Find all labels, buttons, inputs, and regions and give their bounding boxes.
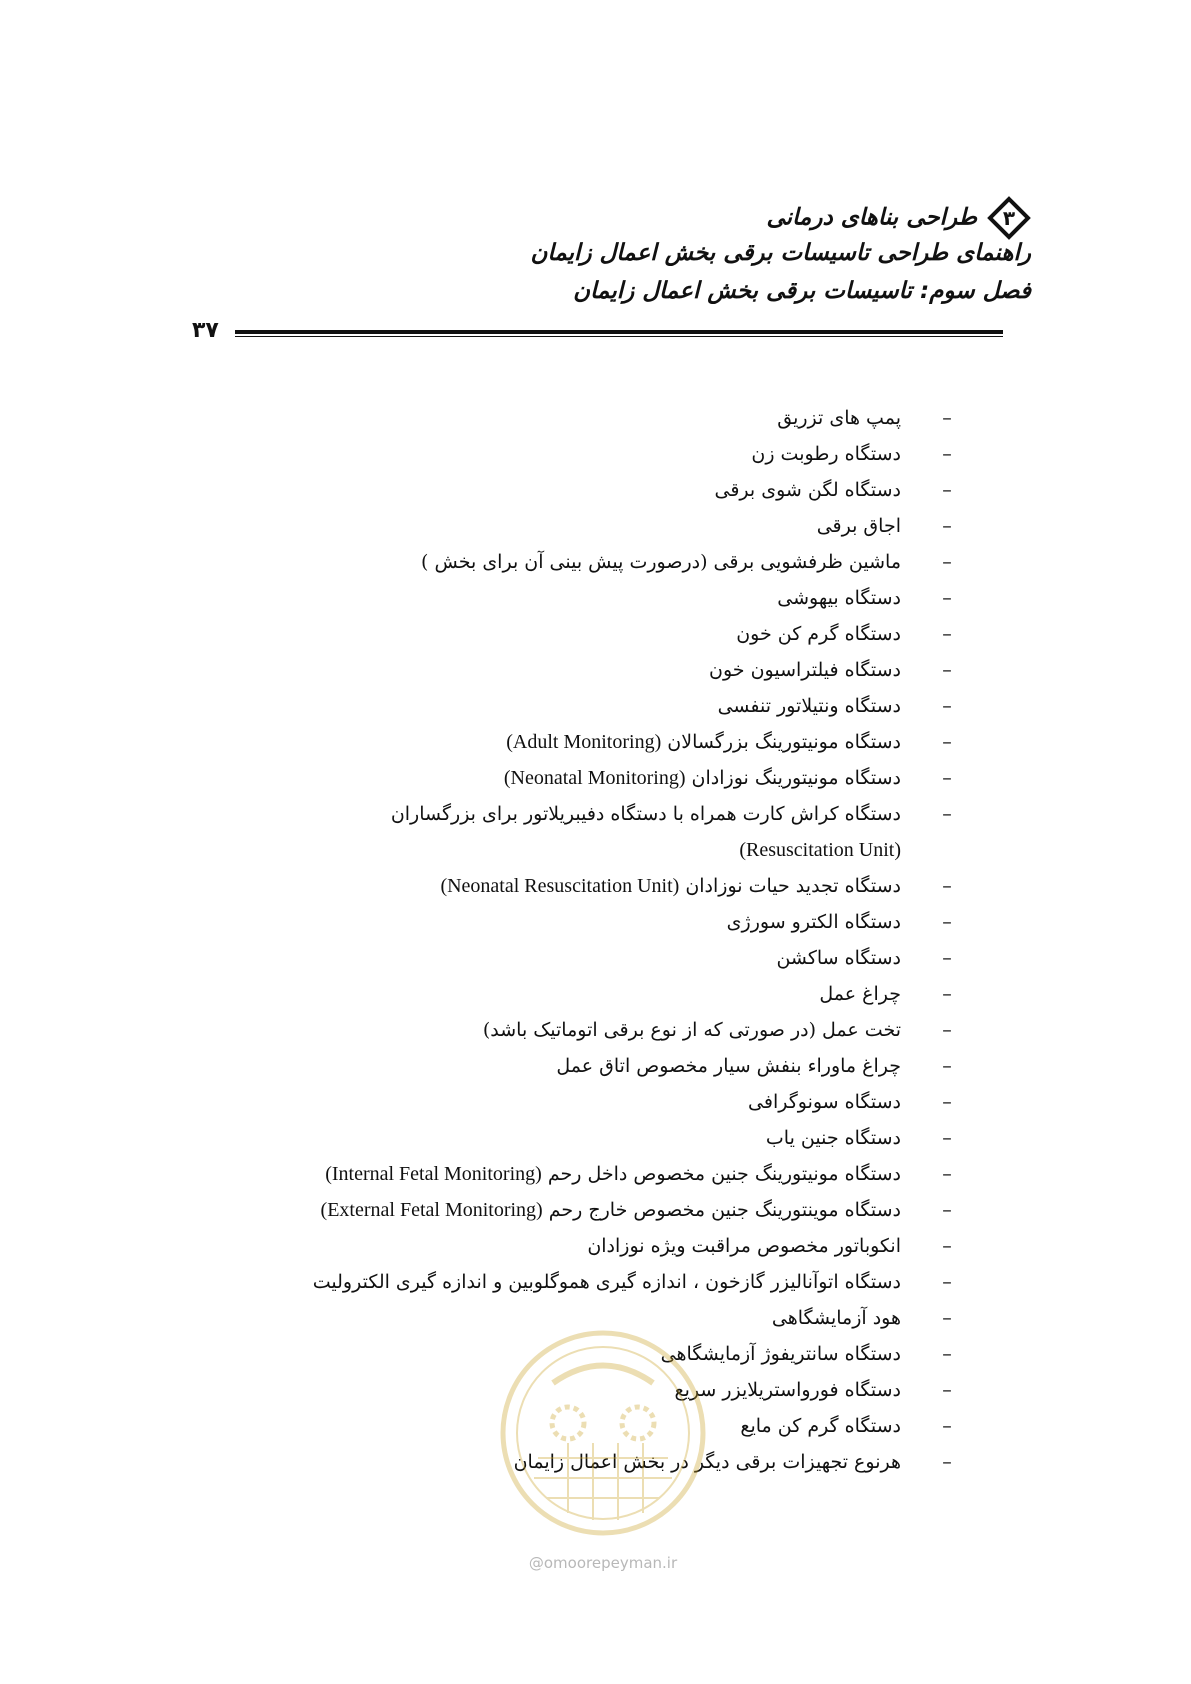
equipment-list-item — [229, 796, 952, 868]
list-dash-marker: – — [942, 1019, 952, 1041]
equipment-name: دستگاه ونتیلاتور تنفسی — [717, 695, 901, 717]
equipment-name: دستگاه اتوآنالیزر گازخون ، اندازه گیری هموگلوبین و اندازه گیری الکترولیت — [312, 1271, 901, 1293]
list-dash-marker: – — [942, 407, 952, 429]
guide-title: راهنمای طراحی تاسیسات برقی بخش اعمال زایمان — [530, 240, 1031, 266]
list-dash-marker: – — [942, 1199, 952, 1221]
equipment-name: تخت عمل (در صورتی که از نوع برقی اتوماتیک باشد) — [482, 1019, 901, 1041]
list-dash-marker: – — [942, 1271, 952, 1293]
book-title: طراحی بناهای درمانی — [766, 204, 977, 231]
header-rule-thin — [235, 336, 1003, 337]
equipment-list-item — [229, 1120, 952, 1156]
equipment-english-name: (Neonatal Monitoring) — [503, 767, 686, 789]
header-rule-thick — [235, 330, 1003, 334]
list-dash-marker: – — [942, 983, 952, 1005]
equipment-list-item — [229, 904, 952, 940]
list-dash-marker: – — [942, 911, 952, 933]
list-dash-marker: – — [942, 947, 952, 969]
equipment-list-item — [229, 472, 952, 508]
equipment-name: دستگاه مونیتورینگ جنین مخصوص داخل رحم — [547, 1163, 901, 1185]
at-icon: @ — [528, 1554, 544, 1572]
list-dash-marker: – — [942, 587, 952, 609]
list-dash-marker: – — [942, 479, 952, 501]
equipment-list-item — [229, 688, 952, 724]
equipment-list-item — [229, 1084, 952, 1120]
equipment-list-item — [229, 1012, 952, 1048]
equipment-name: دستگاه کراش کارت همراه با دستگاه دفیبریلاتور برای بزرگساران — [390, 803, 901, 825]
equipment-name: دستگاه جنین یاب — [765, 1127, 901, 1149]
equipment-english-name: (Resuscitation Unit) — [739, 839, 901, 861]
equipment-name: دستگاه فورواستریلایزر سریع — [674, 1379, 901, 1401]
equipment-list-item — [229, 868, 952, 904]
equipment-name: دستگاه گرم کن خون — [736, 623, 901, 645]
list-dash-marker: – — [942, 1055, 952, 1077]
equipment-name: دستگاه موینتورینگ جنین مخصوص خارج رحم — [548, 1199, 901, 1221]
list-dash-marker: – — [942, 1091, 952, 1113]
list-dash-marker: – — [942, 731, 952, 753]
list-dash-marker: – — [942, 1379, 952, 1401]
equipment-list-item — [229, 508, 952, 544]
equipment-list-item — [229, 760, 952, 796]
equipment-name: دستگاه گرم کن مایع — [740, 1415, 901, 1437]
equipment-english-name: (Internal Fetal Monitoring) — [325, 1163, 542, 1185]
header-book-title-row — [331, 196, 1031, 234]
list-dash-marker: – — [942, 1415, 952, 1437]
list-dash-marker: – — [942, 1127, 952, 1149]
chapter-diamond-badge — [987, 196, 1031, 240]
equipment-name: دستگاه الکترو سورژی — [726, 911, 901, 933]
list-dash-marker: – — [942, 551, 952, 573]
equipment-list-item — [229, 1264, 952, 1300]
equipment-name: هرنوع تجهیزات برقی دیگر در بخش اعمال زایمان — [513, 1451, 901, 1473]
equipment-list-item — [229, 724, 952, 760]
equipment-english-name: (External Fetal Monitoring) — [320, 1199, 543, 1221]
equipment-name: دستگاه بیهوشی — [777, 587, 901, 609]
equipment-list-item — [229, 616, 952, 652]
equipment-list-item — [229, 580, 952, 616]
equipment-english-name: (Adult Monitoring) — [506, 731, 662, 753]
equipment-list-item — [229, 940, 952, 976]
equipment-name: انکوباتور مخصوص مراقبت ویژه نوزادان — [587, 1235, 901, 1257]
page-header — [331, 196, 1031, 310]
page-number: ۳۷ — [192, 318, 219, 343]
chapter-title: فصل سوم: تاسیسات برقی بخش اعمال زایمان — [573, 278, 1031, 304]
list-dash-marker: – — [942, 1307, 952, 1329]
chapter-number: ۳ — [1002, 206, 1016, 230]
equipment-name: دستگاه رطوبت زن — [751, 443, 901, 465]
equipment-list-item — [229, 544, 952, 580]
list-dash-marker: – — [942, 515, 952, 537]
equipment-name: چراغ عمل — [819, 983, 901, 1005]
equipment-list — [229, 400, 952, 1480]
list-dash-marker: – — [942, 623, 952, 645]
equipment-list-item — [229, 1156, 952, 1192]
equipment-list-item — [229, 1048, 952, 1084]
equipment-name: دستگاه سونوگرافی — [748, 1091, 901, 1113]
equipment-name: دستگاه سانتریفوژ آزمایشگاهی — [660, 1343, 901, 1365]
list-dash-marker: – — [942, 659, 952, 681]
list-dash-marker: – — [942, 1163, 952, 1185]
equipment-list-item — [229, 976, 952, 1012]
equipment-name: دستگاه مونیتورینگ بزرگسالان — [667, 731, 901, 753]
equipment-list-item — [229, 1228, 952, 1264]
watermark-url-text: omoorepeyman.ir — [543, 1554, 678, 1572]
watermark-seal-icon — [498, 1328, 708, 1538]
equipment-list-item — [229, 1192, 952, 1228]
equipment-list-item — [229, 400, 952, 436]
list-dash-marker: – — [942, 443, 952, 465]
equipment-name: ماشین ظرفشویی برقی (درصورت پیش بینی آن برای بخش ) — [421, 551, 901, 573]
equipment-name: اجاق برقی — [816, 515, 901, 537]
list-dash-marker: – — [942, 767, 952, 789]
equipment-name: دستگاه فیلتراسیون خون — [709, 659, 901, 681]
list-dash-marker: – — [942, 1451, 952, 1473]
equipment-name: دستگاه ساکشن — [776, 947, 901, 969]
list-dash-marker: – — [942, 695, 952, 717]
equipment-name: پمپ های تزریق — [777, 407, 901, 429]
equipment-name: هود آزمایشگاهی — [771, 1307, 901, 1329]
equipment-name: دستگاه لگن شوی برقی — [714, 479, 901, 501]
list-dash-marker: – — [942, 875, 952, 897]
equipment-list-item — [229, 436, 952, 472]
equipment-name: دستگاه مونیتورینگ نوزادان — [691, 767, 901, 789]
list-dash-marker: – — [942, 803, 952, 825]
equipment-list-item — [229, 652, 952, 688]
list-dash-marker: – — [942, 1235, 952, 1257]
equipment-english-name: (Neonatal Resuscitation Unit) — [440, 875, 680, 897]
watermark-url — [488, 1554, 718, 1572]
equipment-name: دستگاه تجدید حیات نوزادان — [685, 875, 901, 897]
list-dash-marker: – — [942, 1343, 952, 1365]
equipment-name: چراغ ماوراء بنفش سیار مخصوص اتاق عمل — [556, 1055, 901, 1077]
